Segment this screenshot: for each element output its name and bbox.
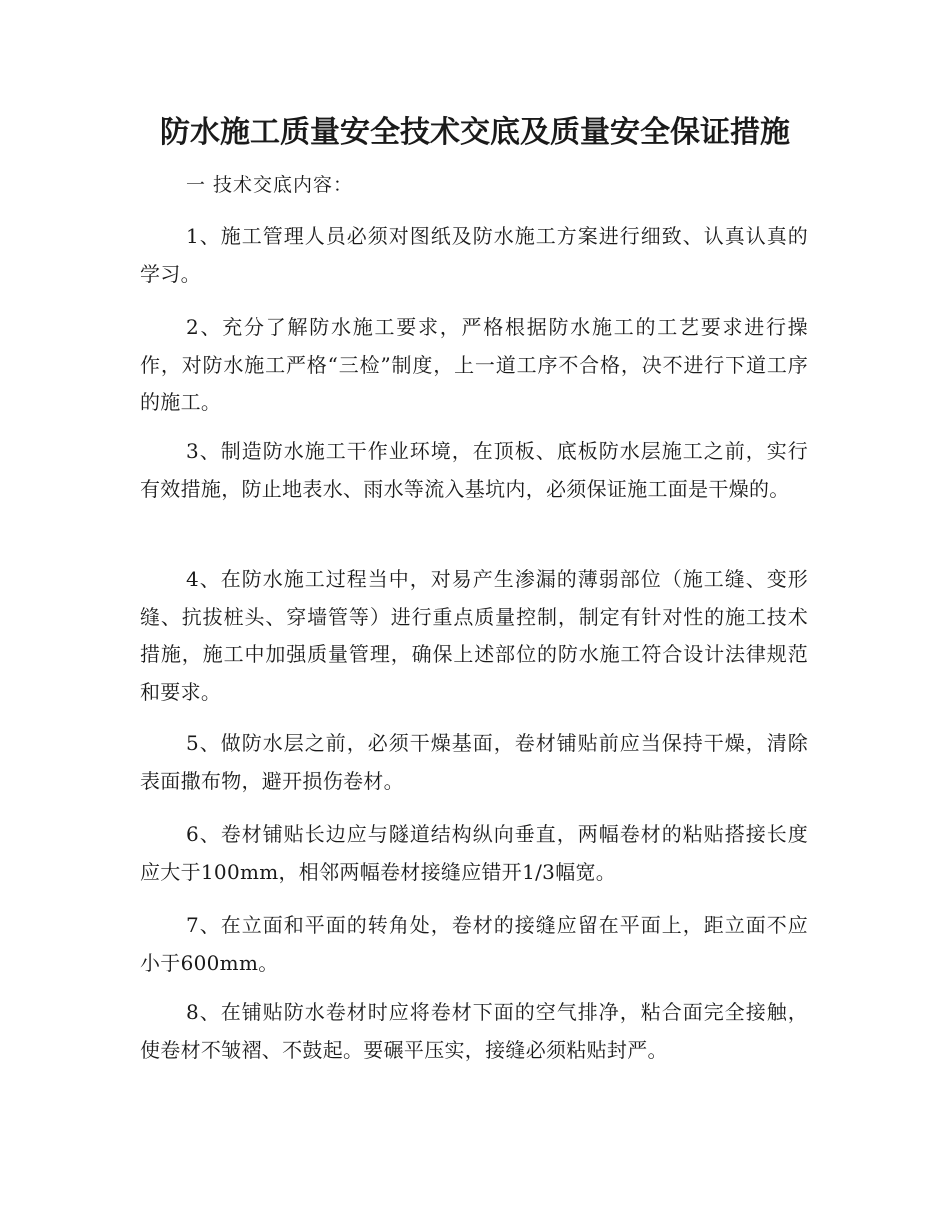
section-heading: 一 技术交底内容： — [186, 174, 354, 196]
paragraph-5: 5、做防水层之前，必须干燥基面，卷材铺贴前应当保持干燥，清除表面撒布物，避开损伤卷材。 — [140, 731, 808, 793]
paragraph-4: 4、在防水施工过程当中，对易产生渗漏的薄弱部位（施工缝、变形缝、抗拔桩头、穿墙管等）进行重点质量控制，制定有针对性的施工技术措施，施工中加强质量管理，确保上述部位的防水施工符合设计法律规范和要求。 — [140, 567, 808, 704]
paragraph-8: 8、在铺贴防水卷材时应将卷材下面的空气排净，粘合面完全接触，使卷材不皱褶、不鼓起。要碾平压实，接缝必须粘贴封严。 — [140, 1000, 808, 1062]
paragraph-6: 6、卷材铺贴长边应与隧道结构纵向垂直，两幅卷材的粘贴搭接长度应大于100mm，相邻两幅卷材接缝应错开1/3幅宽。 — [140, 822, 808, 884]
paragraph-1: 1、施工管理人员必须对图纸及防水施工方案进行细致、认真认真的学习。 — [140, 224, 808, 286]
paragraph-3: 3、制造防水施工干作业环境，在顶板、底板防水层施工之前，实行有效措施，防止地表水、雨水等流入基坑内，必须保证施工面是干燥的。 — [140, 439, 808, 501]
document-title: 防水施工质量安全技术交底及质量安全保证措施 — [160, 115, 790, 150]
paragraph-7: 7、在立面和平面的转角处，卷材的接缝应留在平面上，距立面不应小于600mm。 — [140, 913, 808, 975]
paragraph-2: 2、充分了解防水施工要求，严格根据防水施工的工艺要求进行操作，对防水施工严格“三检”制度，上一道工序不合格，决不进行下道工序的施工。 — [140, 315, 808, 414]
